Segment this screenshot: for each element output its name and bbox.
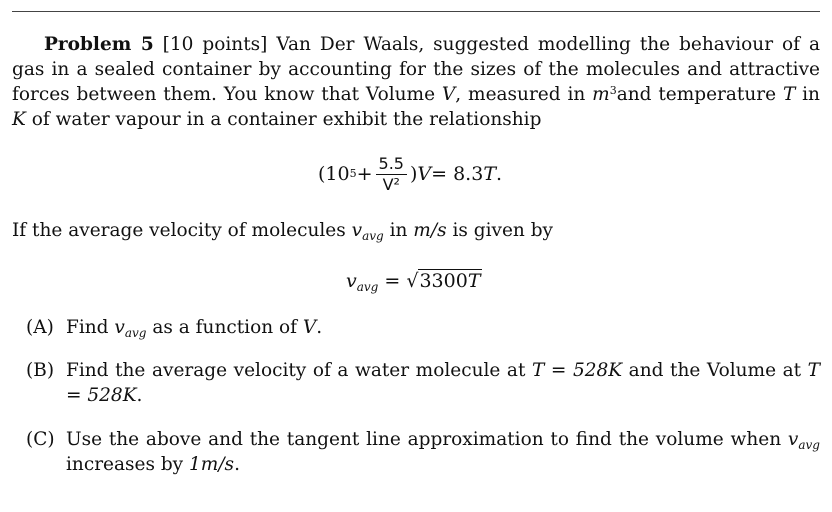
part-a-var: v — [114, 317, 125, 338]
velocity-text-3: is given by — [446, 220, 553, 241]
part-c — [26, 427, 820, 477]
eq2-sub: avg — [356, 280, 379, 294]
eq2-var-v: v — [346, 270, 357, 292]
part-a-var-v: V — [302, 317, 317, 338]
intro-text-4: in — [802, 84, 820, 105]
velocity-unit: m/s — [413, 220, 447, 241]
eq1-frac-num: 5.5 — [376, 155, 407, 175]
eq2-radicand: 3300 — [419, 270, 468, 292]
velocity-sub: avg — [362, 229, 384, 243]
var-temperature: T — [782, 84, 796, 105]
part-c-sub: avg — [798, 438, 820, 452]
eq1-rhs: = 8.3 — [431, 163, 484, 185]
eq2-var-t: T — [467, 270, 481, 292]
part-a-text-2: as a function of — [146, 317, 303, 338]
unit-k: K — [12, 109, 26, 130]
eq1-var-t: T — [483, 163, 496, 185]
part-c-amount: 1m/s — [189, 454, 235, 475]
velocity-text-2: in — [383, 220, 414, 241]
part-b-label: (B) — [26, 360, 55, 381]
part-b-text-1: Find the average velocity of a water molecule at — [66, 360, 532, 381]
eq1-fraction — [376, 155, 407, 194]
eq1-end: . — [496, 163, 503, 185]
part-b-end: . — [136, 385, 143, 406]
part-c-text-2: increases by — [66, 454, 190, 475]
part-b — [26, 358, 820, 408]
eq1-open: (10 — [318, 163, 350, 185]
eq1-plus: + — [356, 163, 373, 185]
part-c-var: v — [787, 429, 799, 450]
part-a-sub: avg — [124, 326, 147, 340]
part-c-text — [66, 427, 820, 477]
sqrt-symbol: √ — [406, 270, 419, 292]
velocity-var: v — [351, 220, 363, 241]
problem-points: [10 points] — [162, 34, 268, 55]
eq2-radicand-wrap — [418, 269, 481, 292]
unit-m: m — [592, 84, 610, 105]
part-b-cond-1: T = 528K — [531, 360, 623, 381]
part-c-label: (C) — [26, 429, 55, 450]
part-a-end: . — [316, 317, 323, 338]
part-a-label: (A) — [26, 317, 54, 338]
velocity-equation — [346, 268, 482, 294]
velocity-sentence — [12, 218, 553, 243]
part-b-text-2: and the Volume at — [622, 360, 808, 381]
part-b-cond-2: T = 528K — [66, 360, 821, 406]
part-a — [26, 315, 820, 340]
top-rule — [12, 11, 820, 12]
intro-text-2: , measured in — [455, 84, 586, 105]
eq2-equals: = — [378, 270, 407, 292]
intro-text-3: and temperature — [616, 84, 777, 105]
part-c-end: . — [234, 454, 240, 475]
part-a-text — [66, 315, 820, 340]
eq1-var-v: V — [417, 163, 432, 185]
problem-intro — [12, 32, 820, 132]
part-c-text-1: Use the above and the tangent line approximation to find the volume when — [66, 429, 788, 450]
velocity-text-1: If the average velocity of molecules — [12, 220, 352, 241]
eq1-frac-den: V² — [382, 174, 400, 194]
problem-heading: Problem 5 — [44, 34, 154, 55]
var-volume: V — [441, 84, 456, 105]
unit-exponent: 3 — [609, 84, 617, 97]
intro-text-5: of water vapour in a container exhibit the relationship — [31, 109, 542, 130]
eq1-close: ) — [409, 163, 418, 185]
part-a-text-1: Find — [66, 317, 115, 338]
van-der-waals-equation: (10 5 + $\frac{5.5}{\text{V²}}$ ) V = 8.3 T . — [318, 153, 503, 194]
part-b-text — [66, 358, 820, 408]
intro-text-1: Van Der Waals, suggested modelling the behaviour of a gas in a sealed container by accounting for the sizes of the molecules and attractive forces between them. You know that Volume — [12, 34, 820, 105]
